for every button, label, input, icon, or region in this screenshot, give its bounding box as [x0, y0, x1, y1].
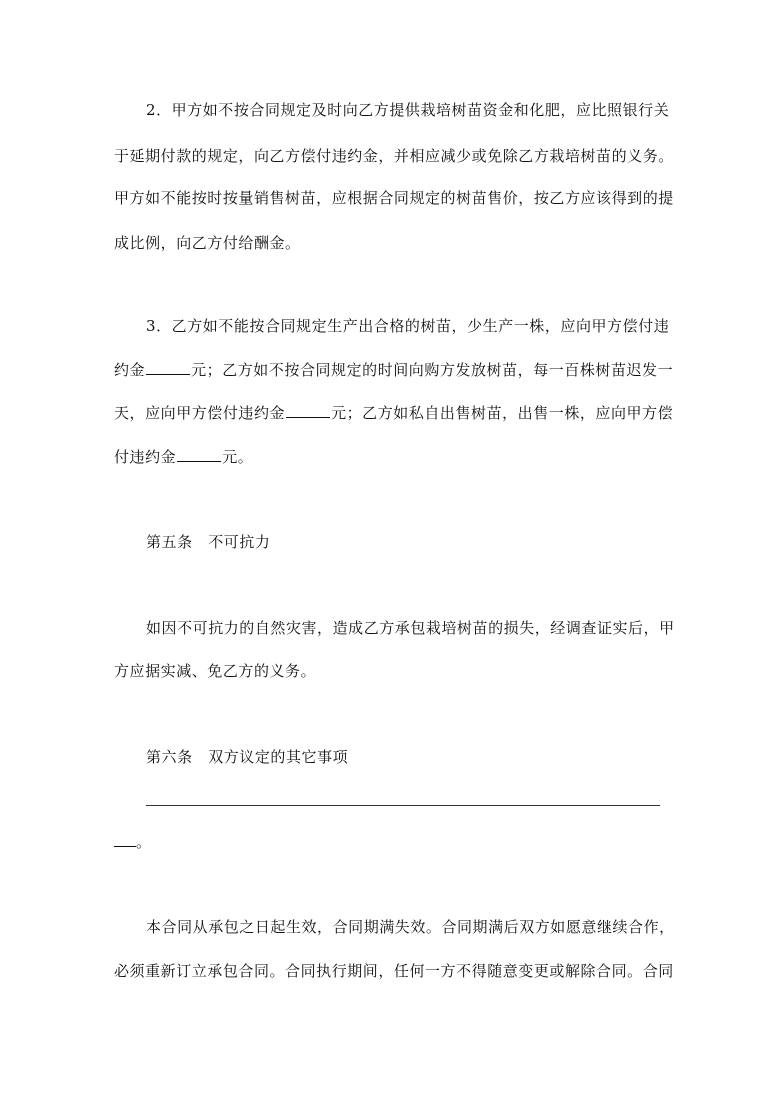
clause-3-line-3-b: 元；乙方如私自出售树苗，出售一株，应向甲方偿 — [331, 404, 674, 422]
clause-3-line-4-a: 付违约金 — [114, 448, 177, 466]
clause-3-line-2-a: 约金 — [114, 361, 146, 379]
article-5-line-2: 方应据实减、免乙方的义务。 — [114, 662, 317, 680]
other-matters-fill-line[interactable] — [146, 805, 660, 806]
clause-3-line-2 — [114, 360, 673, 380]
clause-3-line-1: 3．乙方如不能按合同规定生产出合格的树苗，少生产一株，应向甲方偿付违 — [146, 317, 670, 335]
clause-3-line-4 — [114, 447, 253, 467]
clause-2-line-3: 甲方如不能按时按量销售树苗，应根据合同规定的树苗售价，按乙方应该得到的提 — [114, 189, 674, 207]
closing-line-1: 本合同从承包之日起生效，合同期满失效。合同期满后双方如愿意继续合作， — [146, 918, 675, 936]
article-5-heading: 第五条 不可抗力 — [146, 533, 271, 551]
penalty-blank-3[interactable] — [177, 447, 221, 462]
penalty-blank-2[interactable] — [286, 403, 330, 418]
clause-2-line-1: 2．甲方如不按合同规定及时向乙方提供栽培树苗资金和化肥，应比照银行关 — [146, 101, 670, 119]
closing-line-2: 必须重新订立承包合同。合同执行期间，任何一方不得随意变更或解除合同。合同 — [114, 962, 674, 980]
clause-2-line-4: 成比例，向乙方付给酬金。 — [114, 234, 301, 252]
other-matters-period: 。 — [136, 833, 152, 851]
penalty-blank-1[interactable] — [146, 360, 190, 375]
other-matters-fill-end — [114, 832, 152, 852]
clause-2-line-2: 于延期付款的规定，向乙方偿付违约金，并相应减少或免除乙方栽培树苗的义务。 — [114, 147, 674, 165]
article-5-line-1: 如因不可抗力的自然灾害，造成乙方承包栽培树苗的损失，经调查证实后，甲 — [146, 619, 675, 637]
clause-3-line-2-b: 元；乙方如不按合同规定的时间向购方发放树苗，每一百株树苗迟发一 — [191, 361, 674, 379]
clause-3-line-3 — [114, 403, 673, 423]
other-matters-fill-tail[interactable] — [114, 833, 136, 847]
clause-3-line-4-b: 元。 — [222, 448, 254, 466]
article-6-heading: 第六条 双方议定的其它事项 — [146, 748, 349, 766]
clause-3-line-3-a: 天，应向甲方偿付违约金 — [114, 404, 286, 422]
